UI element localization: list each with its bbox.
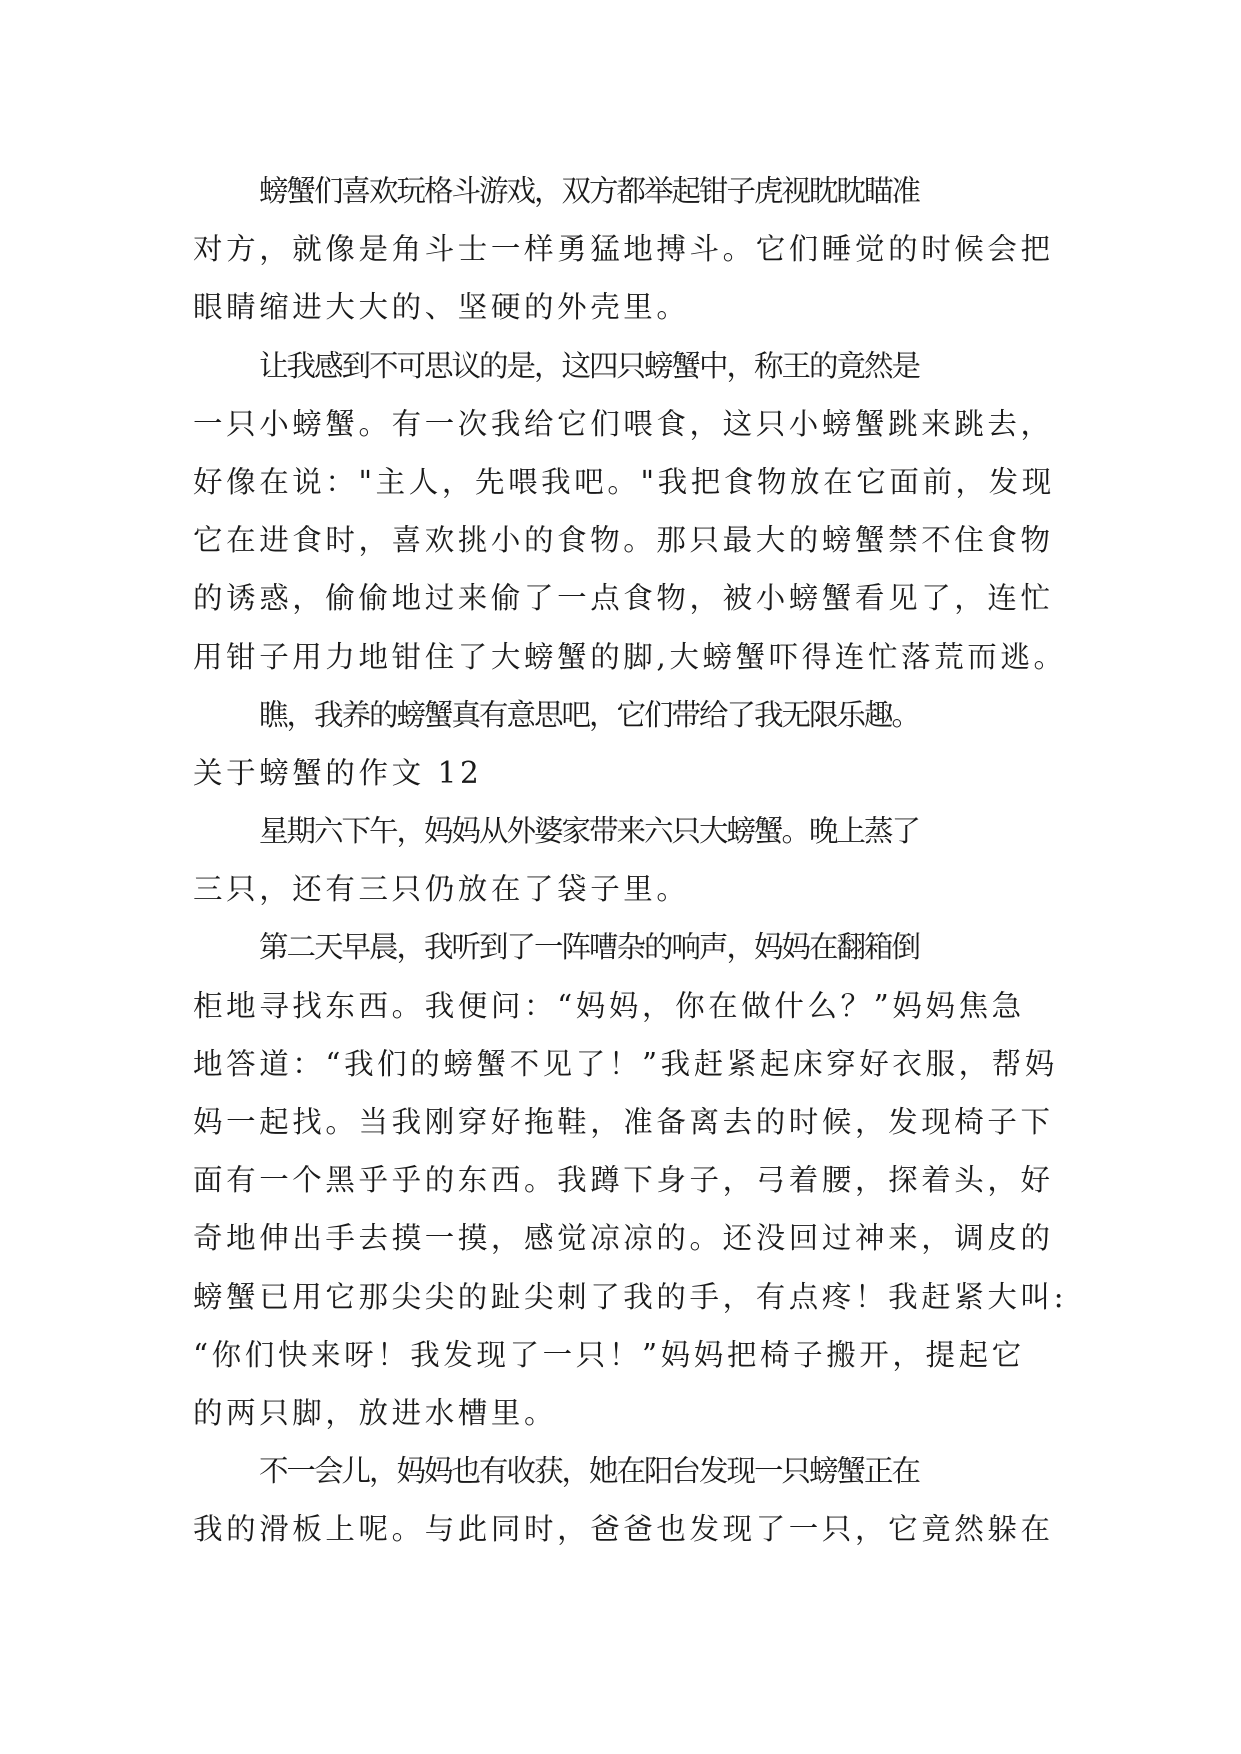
text-line: 柜地寻找东西。我便问：“妈妈，你在做什么？”妈妈焦急: [193, 988, 1025, 1023]
paragraph-first-line: 螃蟹们喜欢玩格斗游戏，双方都举起钳子虎视眈眈瞄准: [259, 174, 920, 208]
paragraph-first-line: 第二天早晨，我听到了一阵嘈杂的响声，妈妈在翻箱倒: [259, 930, 920, 965]
text-line: 关于螃蟹的作文 12: [193, 755, 483, 790]
paragraph-first-line: 星期六下午，妈妈从外婆家带来六只大螃蟹。晚上蒸了: [259, 814, 920, 849]
text-line: 的两只脚，放进水槽里。: [193, 1395, 558, 1430]
text-line: 妈一起找。当我刚穿好拖鞋，准备离去的时候，发现椅子下: [193, 1105, 1054, 1139]
document-body: [193, 162, 1073, 1559]
text-line: 眼睛缩进大大的、坚硬的外壳里。: [193, 290, 690, 325]
text-line: “你们快来呀！我发现了一只！”妈妈把椅子搬开，提起它: [193, 1337, 1025, 1372]
text-line: 的诱惑，偷偷地过来偷了一点食物，被小螃蟹看见了，连忙: [193, 581, 1054, 616]
text-line: 对方，就像是角斗士一样勇猛地搏斗。它们睡觉的时候会把: [193, 232, 1054, 267]
text-line: 它在进食时，喜欢挑小的食物。那只最大的螃蟹禁不住食物: [193, 523, 1054, 558]
text-line: 面有一个黑乎乎的东西。我蹲下身子，弓着腰，探着头，好: [193, 1163, 1054, 1198]
paragraph-first-line: 不一会儿，妈妈也有收获，她在阳台发现一只螃蟹正在: [259, 1454, 920, 1489]
text-line: 我的滑板上呢。与此同时，爸爸也发现了一只，它竟然躲在: [193, 1512, 1054, 1547]
text-line: 奇地伸出手去摸一摸，感觉凉凉的。还没回过神来，调皮的: [193, 1221, 1054, 1256]
paragraph-first-line: 让我感到不可思议的是，这四只螃蟹中，称王的竟然是: [259, 348, 920, 383]
text-line: 地答道：“我们的螃蟹不见了！”我赶紧起床穿好衣服，帮妈: [193, 1046, 1058, 1081]
text-line: 好像在说："主人，先喂我吧。"我把食物放在它面前，发现: [193, 464, 1055, 499]
text-line: 一只小螃蟹。有一次我给它们喂食，这只小螃蟹跳来跳去，: [193, 406, 1054, 441]
text-line: 三只，还有三只仍放在了袋子里。: [193, 872, 690, 907]
text-line: 螃蟹已用它那尖尖的趾尖刺了我的手，有点疼！我赶紧大叫:: [193, 1279, 1068, 1314]
text-line: 用钳子用力地钳住了大螃蟹的脚,大螃蟹吓得连忙落荒而逃。: [193, 639, 1067, 674]
paragraph-first-line: 瞧，我养的螃蟹真有意思吧，它们带给了我无限乐趣。: [259, 697, 920, 732]
